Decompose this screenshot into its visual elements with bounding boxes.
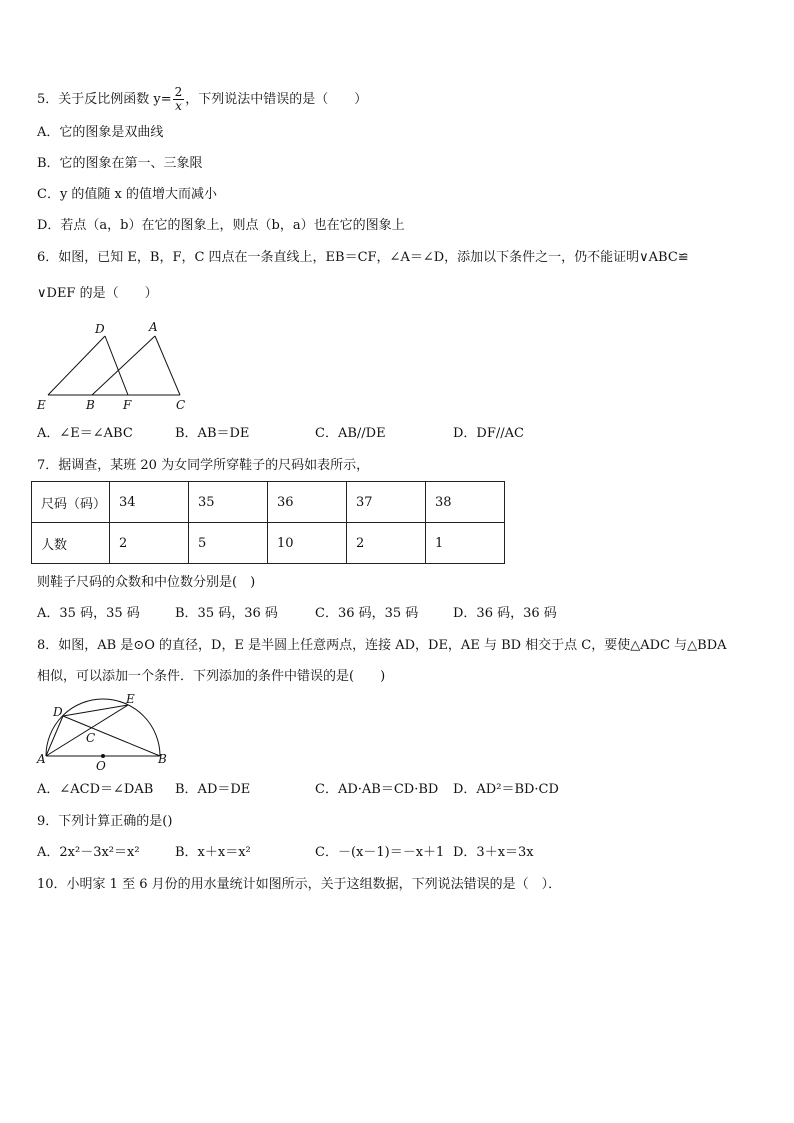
table-cell: 35 (189, 482, 268, 523)
q5-option-a: A．它的图象是双曲线 (37, 125, 164, 140)
table-cell: 38 (426, 482, 505, 523)
q8-option-a: A．∠ACD＝∠DAB (37, 782, 154, 797)
table-cell: 1 (426, 523, 505, 564)
q6-stem-line1: 6．如图，已知 E，B，F，C 四点在一条直线上，EB＝CF，∠A＝∠D，添加以下条件之一，仍不能证明∨ABC≌ (37, 250, 689, 265)
q7-option-c: C．36 码，35 码 (315, 606, 419, 621)
table-cell: 2 (110, 523, 189, 564)
q5-option-b: B．它的图象在第一、三象限 (37, 156, 203, 171)
q7-option-b: B．35 码，36 码 (175, 606, 278, 621)
table-cell: 人数 (32, 523, 110, 564)
q9-option-a: A．2x²－3x²＝x² (37, 845, 140, 860)
q8-label-o: O (96, 759, 106, 772)
q9-stem: 9．下列计算正确的是() (37, 814, 173, 829)
q8-stem-line1: 8．如图，AB 是⊙O 的直径，D，E 是半圆上任意两点，连接 AD，DE，AE 与 BD 相交于点 C，要使△ADC 与△BDA (37, 638, 727, 653)
q8-option-c: C．AD·AB＝CD·BD (315, 782, 439, 797)
table-cell: 2 (347, 523, 426, 564)
q9-option-c: C．－(x－1)＝－x＋1 (315, 845, 445, 860)
q5-stem-start: 5．关于反比例函数 y= (37, 92, 172, 107)
q6-option-b: B．AB＝DE (175, 426, 250, 441)
table-cell: 10 (268, 523, 347, 564)
table-cell: 37 (347, 482, 426, 523)
q5-fraction-numerator: 2 (174, 85, 183, 99)
q8-label-d: D (53, 705, 63, 719)
q7-stem: 7．据调查，某班 20 为女同学所穿鞋子的尺码如表所示， (37, 458, 370, 473)
q8-stem-line2: 相似，可以添加一个条件．下列添加的条件中错误的是( ) (37, 669, 386, 684)
table-cell: 尺码（码） (32, 482, 110, 523)
q6-label-a: A (149, 320, 158, 334)
q6-option-d: D．DF//AC (453, 426, 524, 441)
q6-triangle-figure (30, 318, 200, 414)
q8-label-e: E (126, 692, 135, 706)
table-row (32, 523, 505, 564)
q7-option-a: A．35 码，35 码 (37, 606, 140, 621)
q8-option-b: B．AD＝DE (175, 782, 251, 797)
q8-option-d: D．AD²＝BD·CD (453, 782, 559, 797)
q5-fraction (173, 86, 185, 113)
q6-stem-line2: ∨DEF 的是（ ） (37, 286, 158, 301)
q9-option-b: B．x＋x＝x² (175, 845, 251, 860)
table-row (32, 482, 505, 523)
q8-semicircle-figure (34, 692, 174, 772)
q6-option-a: A．∠E＝∠ABC (37, 426, 133, 441)
table-cell: 5 (189, 523, 268, 564)
shoe-size-table (31, 481, 505, 564)
q6-label-c: C (176, 398, 186, 412)
q6-label-e: E (37, 398, 46, 412)
q5-stem-end: ，下列说法中错误的是（ ） (185, 92, 368, 107)
q8-label-b: B (158, 752, 167, 766)
q7-question: 则鞋子尺码的众数和中位数分别是( ) (37, 575, 256, 590)
q9-option-d: D．3＋x＝3x (453, 845, 534, 860)
q5-fraction-denominator: x (175, 99, 182, 113)
q5-option-d: D．若点（a，b）在它的图象上，则点（b，a）也在它的图象上 (37, 218, 405, 233)
table-cell: 34 (110, 482, 189, 523)
q5-option-c: C．y 的值随 x 的值增大而减小 (37, 187, 218, 202)
q6-label-d: D (95, 322, 105, 336)
table-cell: 36 (268, 482, 347, 523)
q8-label-c: C (86, 731, 96, 745)
q7-option-d: D．36 码，36 码 (453, 606, 557, 621)
q5-stem (37, 86, 367, 113)
q10-stem: 10．小明家 1 至 6 月份的用水量统计如图所示，关于这组数据，下列说法错误的是（ ）． (37, 877, 562, 892)
q6-label-b: B (86, 398, 95, 412)
q8-label-a: A (37, 752, 46, 766)
q6-label-f: F (123, 398, 132, 412)
q6-option-c: C．AB//DE (315, 426, 386, 441)
